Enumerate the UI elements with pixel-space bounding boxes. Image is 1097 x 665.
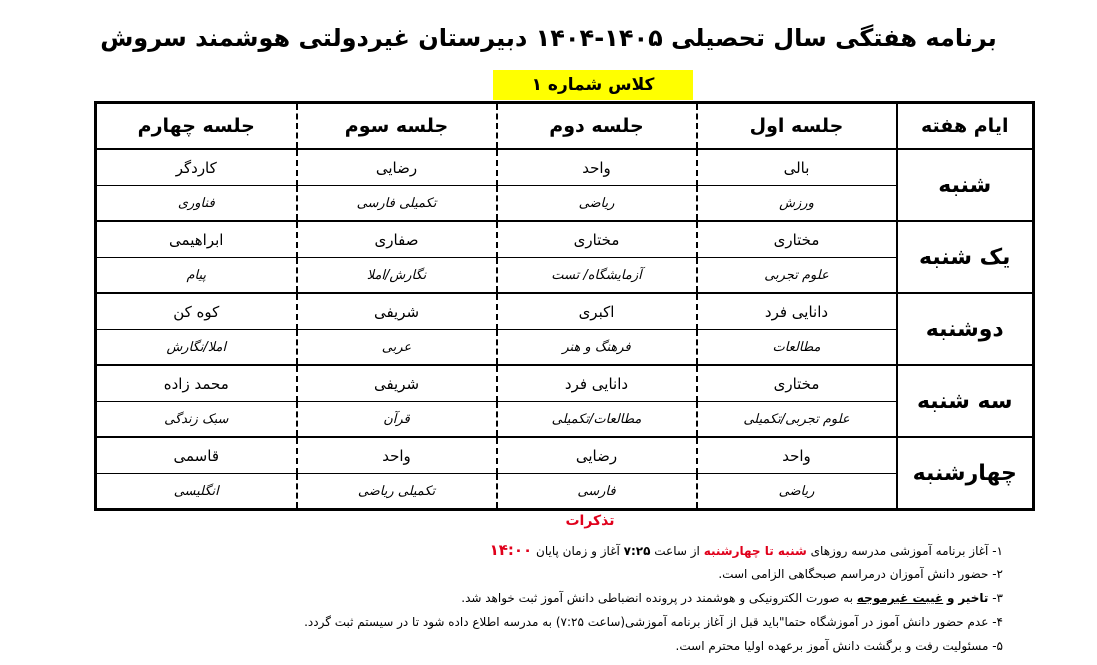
- teacher-cell: صفاری: [297, 221, 497, 258]
- subject-cell: ریاضی: [697, 474, 897, 510]
- subject-cell: عربی: [297, 330, 497, 366]
- note-number: ۲-: [992, 567, 1003, 581]
- teacher-cell: مختاری: [697, 365, 897, 402]
- table-row: [96, 437, 1034, 474]
- teacher-cell: واحد: [297, 437, 497, 474]
- note-item: [183, 586, 1003, 610]
- teacher-cell: دانایی فرد: [697, 293, 897, 330]
- table-row: [96, 186, 1034, 222]
- teacher-cell: قاسمی: [96, 437, 297, 474]
- teacher-cell: دانایی فرد: [497, 365, 697, 402]
- page-title: برنامه هفتگی سال تحصیلی ۱۴۰۵-۱۴۰۴ دبیرستان غیردولتی هوشمند سروش: [100, 24, 997, 52]
- subject-cell: علوم تجربی/تکمیلی: [697, 402, 897, 438]
- table-row: [96, 149, 1034, 186]
- note-text: از ساعت: [654, 544, 700, 558]
- subject-cell: علوم تجربی: [697, 258, 897, 294]
- note-end-time: ۱۴:۰۰: [489, 541, 533, 559]
- note-text: حضور دانش آموزان درمراسم صبحگاهی الزامی است.: [718, 567, 989, 581]
- teacher-cell: محمد زاده: [96, 365, 297, 402]
- note-item: [183, 538, 1003, 562]
- subject-cell: ریاضی: [497, 186, 697, 222]
- header-session-4: جلسه چهارم: [96, 103, 297, 150]
- table-row: [96, 330, 1034, 366]
- day-cell: سه شنبه: [897, 365, 1034, 437]
- subject-cell: فارسی: [497, 474, 697, 510]
- table-row: [96, 293, 1034, 330]
- teacher-cell: مختاری: [497, 221, 697, 258]
- subject-cell: قرآن: [297, 402, 497, 438]
- subject-cell: فرهنگ و هنر: [497, 330, 697, 366]
- note-text: آغاز برنامه آموزشی مدرسه روزهای: [810, 544, 989, 558]
- subject-cell: ورزش: [697, 186, 897, 222]
- note-and: و: [947, 591, 955, 605]
- note-number: ۴-: [992, 615, 1003, 629]
- subject-cell: پیام: [96, 258, 297, 294]
- table-row: [96, 365, 1034, 402]
- table-row: [96, 474, 1034, 510]
- note-number: ۳-: [992, 591, 1003, 605]
- notes-title: تذکرات: [565, 513, 615, 529]
- note-absence: غیبت غیرموجه: [856, 591, 944, 605]
- teacher-cell: ابراهیمی: [96, 221, 297, 258]
- teacher-cell: شریفی: [297, 365, 497, 402]
- teacher-cell: واحد: [697, 437, 897, 474]
- notes-list: [183, 538, 1003, 658]
- day-cell: یک شنبه: [897, 221, 1034, 293]
- table-row: [96, 221, 1034, 258]
- note-number: ۵-: [992, 639, 1003, 653]
- teacher-cell: مختاری: [697, 221, 897, 258]
- table-row: [96, 402, 1034, 438]
- teacher-cell: کوه کن: [96, 293, 297, 330]
- schedule-table: [94, 101, 1035, 511]
- subject-cell: املا/نگارش: [96, 330, 297, 366]
- subject-cell: آزمایشگاه/ تست: [497, 258, 697, 294]
- teacher-cell: رضایی: [497, 437, 697, 474]
- subject-cell: نگارش/املا: [297, 258, 497, 294]
- note-lateness: تاخیر: [958, 591, 989, 605]
- header-session-3: جلسه سوم: [297, 103, 497, 150]
- table-row: [96, 258, 1034, 294]
- class-label: کلاس شماره ۱: [493, 70, 693, 100]
- teacher-cell: رضایی: [297, 149, 497, 186]
- teacher-cell: واحد: [497, 149, 697, 186]
- header-session-1: جلسه اول: [697, 103, 897, 150]
- header-session-2: جلسه دوم: [497, 103, 697, 150]
- subject-cell: انگلیسی: [96, 474, 297, 510]
- note-number: ۱-: [992, 544, 1003, 558]
- subject-cell: تکمیلی فارسی: [297, 186, 497, 222]
- day-cell: چهارشنبه: [897, 437, 1034, 510]
- teacher-cell: کاردگر: [96, 149, 297, 186]
- note-text: مسئولیت رفت و برگشت دانش آموز برعهده اولیا محترم است.: [675, 639, 989, 653]
- day-cell: شنبه: [897, 149, 1034, 221]
- teacher-cell: شریفی: [297, 293, 497, 330]
- subject-cell: تکمیلی ریاضی: [297, 474, 497, 510]
- subject-cell: مطالعات: [697, 330, 897, 366]
- note-text: آغاز و زمان پایان: [536, 544, 620, 558]
- subject-cell: سبک زندگی: [96, 402, 297, 438]
- teacher-cell: اکبری: [497, 293, 697, 330]
- day-cell: دوشنبه: [897, 293, 1034, 365]
- header-day: ایام هفته: [897, 103, 1034, 150]
- note-item: [183, 634, 1003, 658]
- note-days: شنبه تا چهارشنبه: [703, 544, 807, 558]
- note-item: [183, 610, 1003, 634]
- note-text: عدم حضور دانش آموز در آموزشگاه حتما"باید قبل از آغاز برنامه آموزشی(ساعت ۷:۲۵) به مدرسه اطلاع داده شود تا در سیستم ثبت گردد.: [304, 615, 989, 629]
- header-row: [96, 103, 1034, 150]
- subject-cell: مطالعات/تکمیلی: [497, 402, 697, 438]
- teacher-cell: بالی: [697, 149, 897, 186]
- subject-cell: فناوری: [96, 186, 297, 222]
- note-start-time: ۷:۲۵: [623, 544, 651, 558]
- note-item: [183, 562, 1003, 586]
- note-text: به صورت الکترونیکی و هوشمند در پرونده انضباطی دانش آموز ثبت خواهد شد.: [461, 591, 854, 605]
